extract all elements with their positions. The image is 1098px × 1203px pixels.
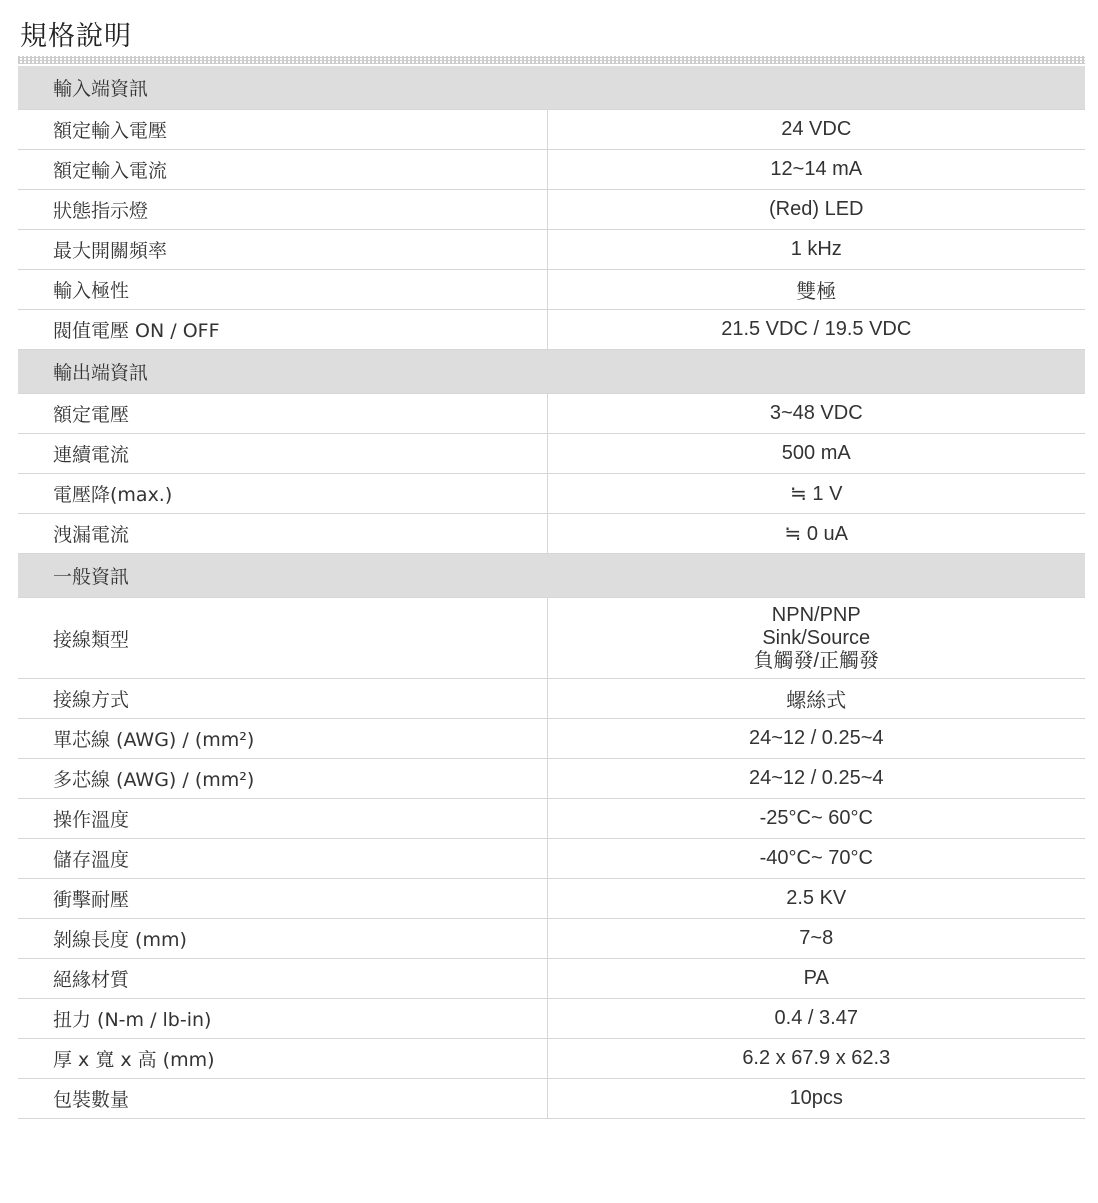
spec-label: 閥值電壓 ON / OFF xyxy=(18,310,547,350)
spec-row xyxy=(18,310,1085,350)
spec-label: 狀態指示燈 xyxy=(18,190,547,230)
spec-row xyxy=(18,150,1085,190)
spec-label: 最大開關頻率 xyxy=(18,230,547,270)
spec-value: 12~14 mA xyxy=(547,150,1085,190)
spec-label: 接線類型 xyxy=(18,598,547,679)
spec-value: 10pcs xyxy=(547,1079,1085,1119)
spec-row xyxy=(18,959,1085,999)
section-header-input xyxy=(18,66,1085,110)
spec-label: 電壓降(max.) xyxy=(18,474,547,514)
spec-value: -25°C~ 60°C xyxy=(547,799,1085,839)
spec-label: 絕緣材質 xyxy=(18,959,547,999)
section-title: 一般資訊 xyxy=(18,554,1085,598)
spec-value-line: NPN/PNP xyxy=(771,603,861,626)
title-divider xyxy=(18,56,1085,64)
spec-row xyxy=(18,919,1085,959)
spec-label: 厚 x 寬 x 高 (mm) xyxy=(18,1039,547,1079)
spec-value: 0.4 / 3.47 xyxy=(547,999,1085,1039)
spec-row xyxy=(18,999,1085,1039)
section-title: 輸入端資訊 xyxy=(18,66,1085,110)
spec-value: 24 VDC xyxy=(547,110,1085,150)
spec-label: 衝擊耐壓 xyxy=(18,879,547,919)
spec-label: 單芯線 (AWG) / (mm²) xyxy=(18,719,547,759)
spec-value: 7~8 xyxy=(547,919,1085,959)
spec-value: ≒ 0 uA xyxy=(547,514,1085,554)
spec-row xyxy=(18,270,1085,310)
spec-value: PA xyxy=(547,959,1085,999)
spec-label: 額定輸入電壓 xyxy=(18,110,547,150)
spec-label: 額定輸入電流 xyxy=(18,150,547,190)
spec-label: 接線方式 xyxy=(18,679,547,719)
spec-value: 螺絲式 xyxy=(547,679,1085,719)
spec-row xyxy=(18,1079,1085,1119)
spec-row xyxy=(18,839,1085,879)
spec-label: 剝線長度 (mm) xyxy=(18,919,547,959)
section-header-output xyxy=(18,350,1085,394)
spec-value-multiline xyxy=(547,598,1085,679)
spec-label: 多芯線 (AWG) / (mm²) xyxy=(18,759,547,799)
spec-row xyxy=(18,759,1085,799)
spec-value: 24~12 / 0.25~4 xyxy=(547,759,1085,799)
spec-value-line: 負觸發/正觸發 xyxy=(753,649,880,672)
spec-row xyxy=(18,394,1085,434)
spec-value: 3~48 VDC xyxy=(547,394,1085,434)
spec-row xyxy=(18,474,1085,514)
spec-label: 操作溫度 xyxy=(18,799,547,839)
spec-value: -40°C~ 70°C xyxy=(547,839,1085,879)
spec-row xyxy=(18,679,1085,719)
spec-row xyxy=(18,799,1085,839)
spec-row xyxy=(18,434,1085,474)
spec-row xyxy=(18,514,1085,554)
spec-label: 儲存溫度 xyxy=(18,839,547,879)
section-title: 輸出端資訊 xyxy=(18,350,1085,394)
spec-row xyxy=(18,879,1085,919)
spec-label: 連續電流 xyxy=(18,434,547,474)
spec-row xyxy=(18,598,1085,679)
spec-row xyxy=(18,110,1085,150)
spec-label: 額定電壓 xyxy=(18,394,547,434)
spec-value: (Red) LED xyxy=(547,190,1085,230)
spec-table xyxy=(18,66,1085,1119)
spec-value: 1 kHz xyxy=(547,230,1085,270)
spec-value: 6.2 x 67.9 x 62.3 xyxy=(547,1039,1085,1079)
spec-label: 輸入極性 xyxy=(18,270,547,310)
spec-value: 24~12 / 0.25~4 xyxy=(547,719,1085,759)
spec-value: 500 mA xyxy=(547,434,1085,474)
section-header-general xyxy=(18,554,1085,598)
spec-value: 21.5 VDC / 19.5 VDC xyxy=(547,310,1085,350)
spec-label: 扭力 (N-m / lb-in) xyxy=(18,999,547,1039)
spec-row xyxy=(18,719,1085,759)
page-title: 規格說明 xyxy=(20,21,132,52)
spec-row xyxy=(18,230,1085,270)
spec-value: 雙極 xyxy=(547,270,1085,310)
spec-row xyxy=(18,190,1085,230)
spec-label: 洩漏電流 xyxy=(18,514,547,554)
spec-row xyxy=(18,1039,1085,1079)
spec-value: ≒ 1 V xyxy=(547,474,1085,514)
spec-value-line: Sink/Source xyxy=(762,626,871,649)
spec-value: 2.5 KV xyxy=(547,879,1085,919)
spec-label: 包裝數量 xyxy=(18,1079,547,1119)
